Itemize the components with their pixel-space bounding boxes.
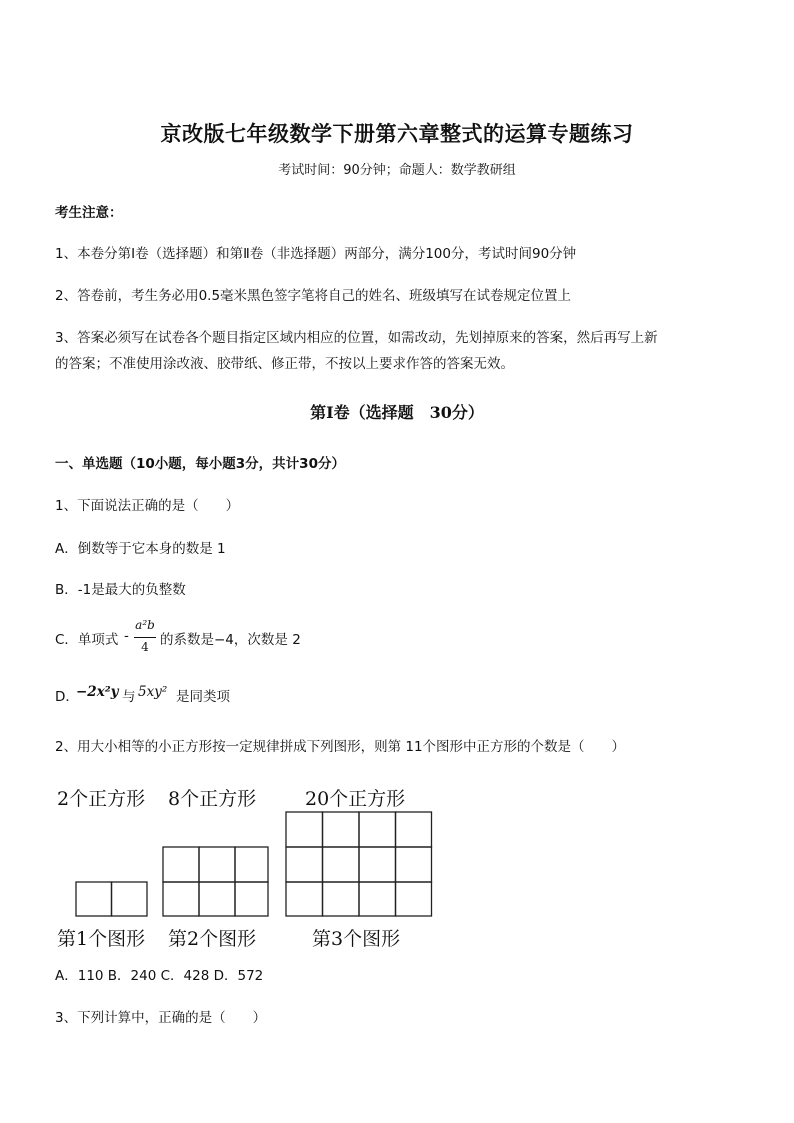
part-heading: 一、单选题（10小题，每小题3分，共计30分）: [55, 456, 345, 472]
question-2-stem: 2、用大小相等的小正方形按一定规律拼成下列图形，则第 11个图形中正方形的个数是（ ）: [55, 739, 626, 755]
figure-bottom-label-1: 第1个图形: [57, 928, 146, 950]
question-1-option-b: B．-1是最大的负整数: [55, 582, 186, 598]
notice-item-2: 2、答卷前，考生务必用0.5毫米黑色签字笔将自己的姓名、班级填写在试卷规定位置上: [55, 288, 572, 304]
notice-item-3-line-2: 的答案；不准使用涂改液、胶带纸、修正带，不按以上要求作答的答案无效。: [55, 356, 514, 372]
figure-1-squares: [76, 882, 147, 916]
question-1-option-d-prefix: D．: [55, 689, 79, 705]
figure-2-squares: [163, 847, 268, 916]
fraction-numerator: a²b: [135, 618, 155, 632]
fraction-denominator: 4: [141, 640, 149, 654]
figure-top-label-2: 8个正方形: [168, 788, 257, 810]
page-title: 京改版七年级数学下册第六章整式的运算专题练习: [160, 121, 634, 146]
question-1-option-c-suffix: 的系数是−4，次数是 2: [160, 632, 301, 648]
figure-top-label-3: 20个正方形: [305, 788, 406, 810]
notice-item-3-line-1: 3、答案必须写在试卷各个题目指定区域内相应的位置，如需改动，先划掉原来的答案，然后再写上新: [55, 330, 658, 346]
question-1-stem: 1、下面说法正确的是（ ）: [55, 498, 240, 514]
math-term-1: −2x²y: [76, 684, 119, 700]
notice-item-1: 1、本卷分第Ⅰ卷（选择题）和第Ⅱ卷（非选择题）两部分，满分100分，考试时间90分钟: [55, 246, 577, 262]
question-1-option-d-suffix: 是同类项: [176, 689, 230, 705]
figure-3-squares: [286, 812, 432, 916]
question-1-option-a: A．倒数等于它本身的数是 1: [55, 541, 226, 557]
question-2-options: A．110 B．240 C．428 D．572: [55, 968, 264, 984]
figure-top-label-1: 2个正方形: [57, 788, 146, 810]
question-1-option-d-mid: 与: [122, 689, 136, 705]
option-c-minus-sign: -: [124, 628, 129, 644]
notice-heading: 考生注意：: [55, 205, 123, 221]
section-title: 第Ⅰ卷（选择题 30分）: [310, 403, 484, 422]
figure-bottom-label-3: 第3个图形: [312, 928, 401, 950]
question-3-stem: 3、下列计算中，正确的是（ ）: [55, 1010, 267, 1026]
question-1-option-c-prefix: C．单项式: [55, 632, 119, 648]
math-term-2: 5xy²: [138, 684, 168, 700]
exam-info: 考试时间：90分钟；命题人：数学教研组: [278, 163, 516, 178]
figure-bottom-label-2: 第2个图形: [168, 928, 257, 950]
